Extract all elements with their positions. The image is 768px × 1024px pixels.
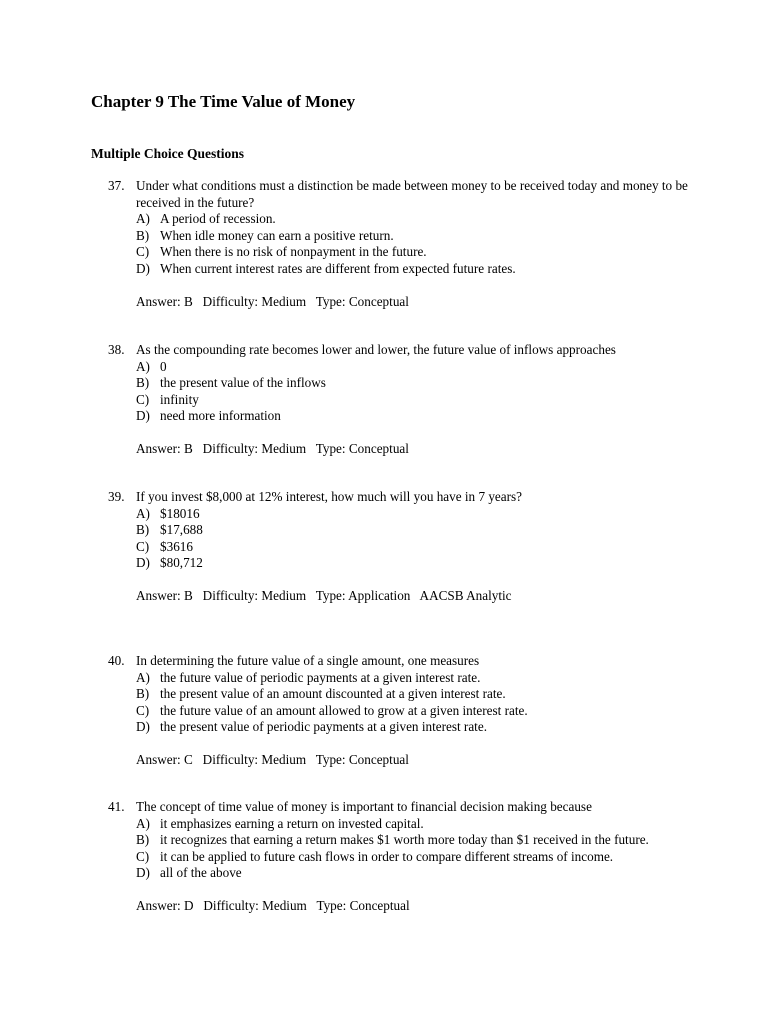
answer-options — [108, 506, 728, 572]
question-text: Under what conditions must a distinction be made between money to be received today and money to be received in the future? — [136, 178, 688, 210]
option-d — [108, 408, 728, 425]
answer-line: Answer: B Difficulty: Medium Type: Conceptual — [136, 441, 409, 456]
option-b — [108, 228, 728, 245]
question-38 — [108, 342, 728, 458]
question-number: 40. — [108, 653, 125, 668]
option-d — [108, 865, 728, 882]
option-a — [108, 506, 728, 523]
option-b — [108, 522, 728, 539]
option-text: the present value of the inflows — [160, 375, 326, 390]
option-letter: C) — [136, 538, 150, 554]
option-a — [108, 816, 728, 833]
answer-line: Answer: D Difficulty: Medium Type: Conceptual — [136, 898, 410, 913]
question-37 — [108, 178, 728, 310]
option-text: $18016 — [160, 505, 200, 521]
answer-options — [108, 359, 728, 425]
question-text: As the compounding rate becomes lower and lower, the future value of inflows approaches — [136, 342, 616, 357]
option-c — [108, 703, 728, 720]
option-letter: A) — [136, 505, 150, 521]
option-letter: C) — [136, 391, 150, 407]
option-letter: B) — [136, 832, 150, 847]
answer-line: Answer: B Difficulty: Medium Type: Conceptual — [136, 293, 409, 309]
option-text: $3616 — [160, 538, 193, 554]
option-letter: B) — [136, 375, 150, 390]
option-text: When there is no risk of nonpayment in the future. — [160, 244, 427, 259]
option-text: A period of recession. — [160, 211, 276, 226]
option-letter: D) — [136, 719, 150, 734]
option-letter: C) — [136, 702, 150, 718]
question-41 — [108, 799, 728, 915]
option-a — [108, 670, 728, 687]
option-letter: C) — [136, 848, 150, 864]
option-text: all of the above — [160, 865, 242, 880]
question-stem — [108, 799, 728, 816]
option-text: infinity — [160, 391, 199, 407]
option-b — [108, 375, 728, 392]
option-letter: D) — [136, 555, 150, 570]
option-letter: A) — [136, 211, 150, 226]
question-stem — [108, 342, 728, 359]
question-stem — [108, 489, 728, 506]
option-text: the present value of an amount discounted at a given interest rate. — [160, 686, 506, 701]
answer-options — [108, 816, 728, 882]
option-d — [108, 719, 728, 736]
question-text: If you invest $8,000 at 12% interest, how much will you have in 7 years? — [136, 489, 523, 504]
option-c — [108, 392, 728, 409]
option-a — [108, 359, 728, 376]
answer-options — [108, 211, 728, 277]
option-text: the future value of an amount allowed to grow at a given interest rate. — [160, 702, 528, 718]
option-letter: A) — [136, 815, 150, 831]
answer-line: Answer: C Difficulty: Medium Type: Conceptual — [136, 752, 409, 767]
question-text: The concept of time value of money is important to financial decision making because — [136, 799, 592, 814]
option-letter: D) — [136, 408, 150, 423]
option-c — [108, 244, 728, 261]
option-d — [108, 261, 728, 278]
answer-options — [108, 670, 728, 736]
option-text: $80,712 — [160, 555, 203, 570]
option-a — [108, 211, 728, 228]
chapter-title: Chapter 9 The Time Value of Money — [91, 92, 356, 111]
option-text: need more information — [160, 408, 281, 423]
question-stem — [108, 653, 728, 670]
option-text: 0 — [160, 358, 167, 374]
option-letter: B) — [136, 686, 150, 701]
option-letter: D) — [136, 865, 150, 880]
option-text: the future value of periodic payments at a given interest rate. — [160, 669, 481, 685]
option-c — [108, 539, 728, 556]
question-39 — [108, 489, 728, 605]
option-b — [108, 686, 728, 703]
question-number: 39. — [108, 489, 125, 504]
question-number: 41. — [108, 799, 125, 814]
question-text: In determining the future value of a single amount, one measures — [136, 653, 480, 668]
option-b — [108, 832, 728, 849]
question-number: 38. — [108, 342, 125, 357]
option-letter: D) — [136, 260, 150, 276]
question-stem — [108, 178, 728, 211]
question-40 — [108, 653, 728, 769]
option-text: it emphasizes earning a return on invested capital. — [160, 815, 424, 831]
option-text: it recognizes that earning a return makes $1 worth more today than $1 received in the future. — [160, 832, 649, 847]
option-letter: A) — [136, 669, 150, 685]
option-letter: B) — [136, 227, 150, 243]
option-text: the present value of periodic payments at a given interest rate. — [160, 719, 487, 734]
option-letter: B) — [136, 522, 150, 537]
option-letter: A) — [136, 358, 150, 374]
section-title: Multiple Choice Questions — [91, 146, 245, 161]
question-number: 37. — [108, 178, 125, 193]
option-d — [108, 555, 728, 572]
option-text: When current interest rates are different from expected future rates. — [160, 260, 516, 276]
option-letter: C) — [136, 244, 150, 259]
option-text: When idle money can earn a positive return. — [160, 227, 394, 243]
answer-line: Answer: B Difficulty: Medium Type: Application AACSB Analytic — [136, 588, 512, 603]
option-text: $17,688 — [160, 522, 203, 537]
option-c — [108, 849, 728, 866]
option-text: it can be applied to future cash flows in order to compare different streams of income. — [160, 848, 614, 864]
